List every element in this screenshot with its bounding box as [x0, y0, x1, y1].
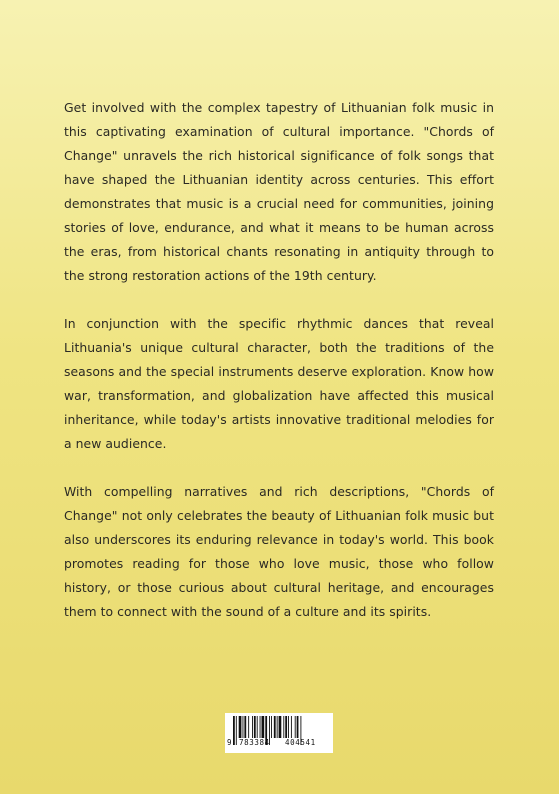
barcode-bar — [297, 716, 299, 738]
barcode-bar — [285, 716, 287, 738]
barcode-bar — [244, 716, 246, 738]
barcode-bar — [248, 716, 249, 738]
barcode-bar — [257, 716, 258, 738]
barcode-lead-digit: 9 — [227, 738, 233, 747]
barcode-bar — [288, 716, 289, 738]
barcode-bar — [243, 716, 244, 738]
book-description — [64, 96, 494, 648]
description-paragraph-3: With compelling narratives and rich descriptions, "Chords of Change" not only celebrates the beauty of Lithuanian folk music but also underscores its enduring relevance in today's world. This book promotes reading for those who love music, those who follow history, or those curious about cultural heritage, and encourages them to connect with the sound of a culture and its spirits. — [64, 484, 494, 619]
barcode-bar — [279, 716, 282, 738]
barcode-bar — [239, 716, 242, 738]
isbn-barcode — [225, 713, 333, 753]
description-paragraph-2: In conjunction with the specific rhythmic dances that reveal Lithuania's unique cultural character, both the traditions of the seasons and the special instruments deserve exploration. Know how war, transformation, and globalization have affected this musical inheritance, while today's artists innovative traditional melodies for a new audience. — [64, 316, 494, 451]
barcode-bar — [254, 716, 256, 738]
barcode-bar — [271, 716, 272, 738]
description-paragraph-1: Get involved with the complex tapestry of Lithuanian folk music in this captivating examination of cultural importance. "Chords of Change" unravels the rich historical significance of folk songs that have shaped the Lithuanian identity across centuries. This effort demonstrates that music is a crucial need for communities, joining stories of love, endurance, and what it means to be human across the eras, from historical chants resonating in antiquity through to the strong restoration actions of the 19th century. — [64, 100, 494, 283]
barcode-bars — [225, 713, 333, 753]
barcode-bar — [283, 716, 284, 738]
barcode-left-digits: 783384 — [239, 738, 270, 747]
barcode-bar — [274, 716, 276, 738]
barcode-bar — [295, 716, 296, 738]
barcode-bar — [277, 716, 278, 738]
barcode-bar — [291, 716, 292, 738]
barcode-right-digits: 404541 — [285, 738, 316, 747]
barcode-bar — [260, 716, 261, 738]
barcode-bar — [252, 716, 253, 738]
barcode-bar — [262, 716, 265, 738]
barcode-bar — [233, 716, 235, 745]
barcode-bar — [236, 716, 237, 745]
